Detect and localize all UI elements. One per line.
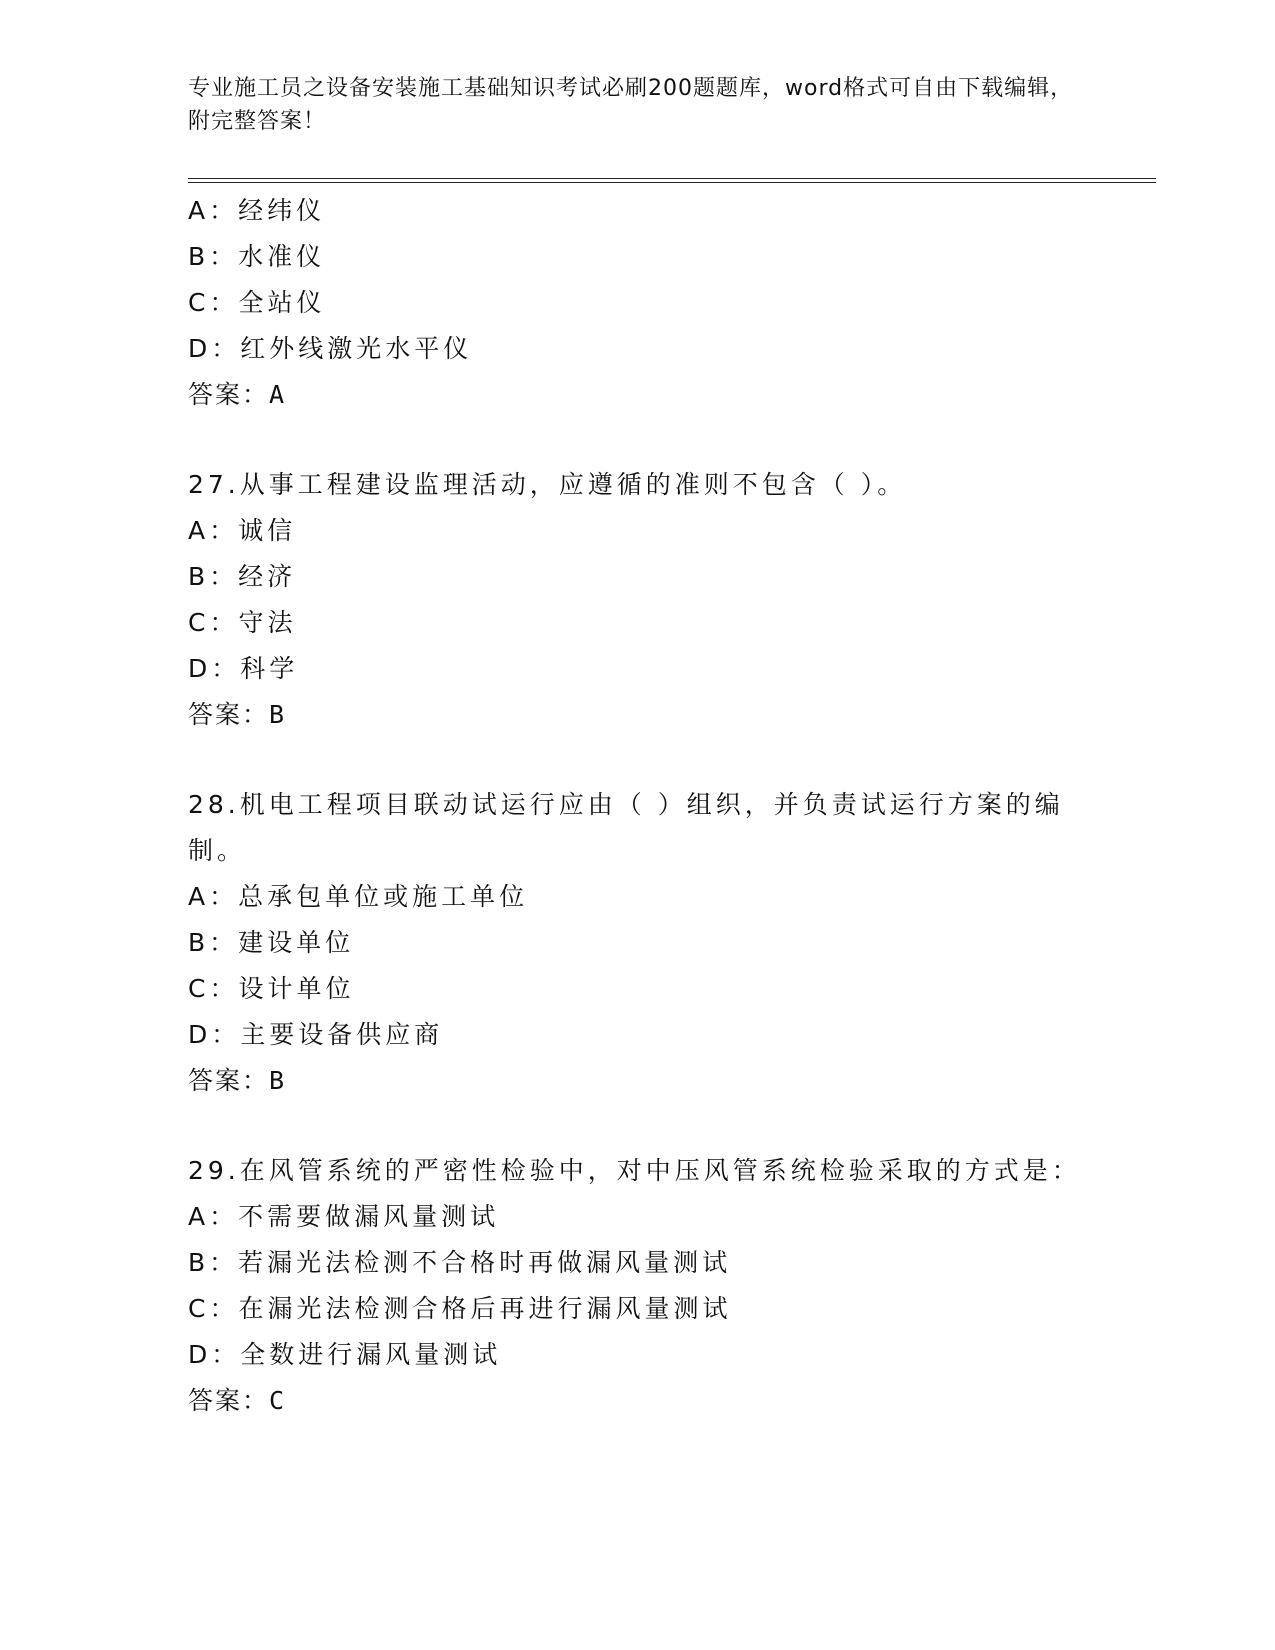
answer-value: A <box>269 380 287 409</box>
option-c: C：全站仪 <box>188 288 326 317</box>
answer-value: C <box>269 1386 287 1415</box>
option-b: B：水准仪 <box>188 242 326 271</box>
header-double-rule <box>188 178 1156 183</box>
option-c: C：在漏光法检测合格后再进行漏风量测试 <box>188 1294 732 1323</box>
answer-label: 答案： <box>188 1066 270 1095</box>
question-list <box>188 188 1108 1424</box>
option-d: D：主要设备供应商 <box>188 1020 444 1049</box>
option-a: A：总承包单位或施工单位 <box>188 882 529 911</box>
question-title: 28.机电工程项目联动试运行应由（ ）组织，并负责试运行方案的编制。 <box>188 790 1064 865</box>
answer-label: 答案： <box>188 380 270 409</box>
option-c: C：守法 <box>188 608 297 637</box>
answer-line <box>188 372 1108 418</box>
option-b: B：若漏光法检测不合格时再做漏风量测试 <box>188 1248 732 1277</box>
option-d: D：全数进行漏风量测试 <box>188 1340 502 1369</box>
question-title: 27.从事工程建设监理活动，应遵循的准则不包含（ ）。 <box>188 470 907 499</box>
question-title: 29.在风管系统的严密性检验中，对中压风管系统检验采取的方式是： <box>188 1156 1081 1185</box>
question-partial <box>188 188 1108 418</box>
question-27 <box>188 462 1108 738</box>
option-a: A：经纬仪 <box>188 196 326 225</box>
answer-value: B <box>269 700 287 729</box>
answer-line <box>188 1378 1108 1424</box>
option-d: D：红外线激光水平仪 <box>188 334 473 363</box>
answer-label: 答案： <box>188 1386 270 1415</box>
option-c: C：设计单位 <box>188 974 355 1003</box>
answer-line <box>188 1058 1108 1104</box>
answer-label: 答案： <box>188 700 270 729</box>
document-header-title: 专业施工员之设备安装施工基础知识考试必刷200题题库，word格式可自由下载编辑，附完整答案！ <box>188 76 1074 134</box>
option-a: A：不需要做漏风量测试 <box>188 1202 500 1231</box>
question-29 <box>188 1148 1108 1424</box>
option-b: B：经济 <box>188 562 297 591</box>
answer-value: B <box>269 1066 287 1095</box>
option-a: A：诚信 <box>188 516 297 545</box>
question-28 <box>188 782 1108 1104</box>
answer-line <box>188 692 1108 738</box>
option-b: B：建设单位 <box>188 928 355 957</box>
option-d: D：科学 <box>188 654 299 683</box>
